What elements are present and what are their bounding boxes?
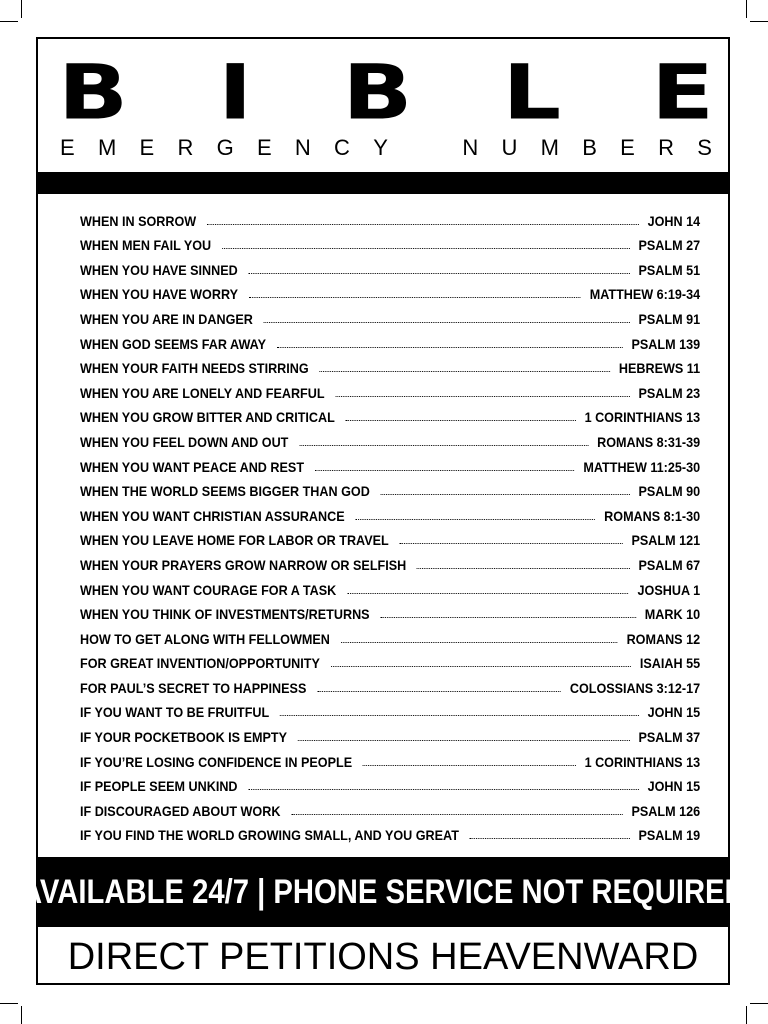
scripture-reference: ISAIAH 55 xyxy=(639,655,701,672)
scripture-reference: PSALM 23 xyxy=(638,384,701,401)
dot-leader xyxy=(380,616,635,618)
scripture-reference: 1 CORINTHIANS 13 xyxy=(584,409,701,426)
situation-label: FOR PAUL’S SECRET TO HAPPINESS xyxy=(80,679,307,696)
title-letter: I xyxy=(218,48,253,137)
situation-label: WHEN YOU HAVE WORRY xyxy=(80,286,238,303)
dot-leader xyxy=(331,665,631,667)
situation-label: WHEN YOU ARE LONELY AND FEARFUL xyxy=(80,384,325,401)
list-item xyxy=(80,327,700,352)
dot-leader xyxy=(381,493,630,495)
situation-label: WHEN YOU FEEL DOWN AND OUT xyxy=(80,433,289,450)
list-item xyxy=(80,794,700,819)
dot-leader xyxy=(315,469,575,471)
subtitle-letter: E xyxy=(60,135,75,160)
list-item xyxy=(80,671,700,696)
situation-label: HOW TO GET ALONG WITH FELLOWMEN xyxy=(80,630,330,647)
scripture-reference: PSALM 121 xyxy=(631,532,701,549)
scripture-reference: JOSHUA 1 xyxy=(637,581,701,598)
scripture-reference: PSALM 91 xyxy=(638,310,701,327)
list-item xyxy=(80,819,700,844)
list-item xyxy=(80,548,700,573)
situation-label: FOR GREAT INVENTION/OPPORTUNITY xyxy=(80,655,320,672)
scripture-reference: ROMANS 8:1-30 xyxy=(604,507,701,524)
list-item xyxy=(80,622,700,647)
subtitle-letter: B xyxy=(582,135,597,160)
list-item xyxy=(80,352,700,377)
title-letter: B xyxy=(58,48,129,137)
situation-label: WHEN GOD SEEMS FAR AWAY xyxy=(80,335,267,352)
scripture-reference: PSALM 27 xyxy=(638,237,701,254)
situation-label: WHEN YOU WANT CHRISTIAN ASSURANCE xyxy=(80,507,345,524)
situation-label: WHEN MEN FAIL YOU xyxy=(80,237,212,254)
scripture-reference: JOHN 15 xyxy=(647,778,701,795)
situation-label: WHEN YOU ARE IN DANGER xyxy=(80,310,253,327)
subtitle-letter: N xyxy=(294,135,311,160)
emergency-number-list xyxy=(80,204,700,843)
list-item xyxy=(80,278,700,303)
dot-leader xyxy=(298,739,630,741)
subtitle-letter: E xyxy=(256,135,272,160)
subtitle-letter: C xyxy=(334,135,350,160)
dot-leader xyxy=(417,567,629,569)
subtitle-letter: E xyxy=(139,135,155,160)
scripture-reference: JOHN 15 xyxy=(647,704,701,721)
crop-mark xyxy=(746,1006,747,1024)
dot-leader xyxy=(363,764,576,766)
list-item xyxy=(80,229,700,254)
dot-leader xyxy=(222,247,630,249)
title-letter: L xyxy=(502,48,562,137)
scripture-reference: JOHN 14 xyxy=(647,212,701,229)
crop-mark xyxy=(750,1003,768,1004)
subtitle-letter: R xyxy=(177,135,194,160)
scripture-reference: PSALM 67 xyxy=(638,556,701,573)
subtitle-letter: S xyxy=(697,135,712,160)
subtitle-letter: G xyxy=(216,135,234,160)
dot-leader xyxy=(249,296,581,298)
situation-label: WHEN YOU GROW BITTER AND CRITICAL xyxy=(80,409,335,426)
scripture-reference: MATTHEW 6:19-34 xyxy=(589,286,701,303)
dot-leader xyxy=(207,223,639,225)
situation-label: WHEN YOUR PRAYERS GROW NARROW OR SELFISH xyxy=(80,556,407,573)
dot-leader xyxy=(280,714,639,716)
dot-leader xyxy=(470,837,630,839)
list-item xyxy=(80,524,700,549)
scripture-reference: PSALM 139 xyxy=(631,335,701,352)
situation-label: IF PEOPLE SEEM UNKIND xyxy=(80,778,238,795)
list-item xyxy=(80,253,700,278)
dot-leader xyxy=(317,690,561,692)
list-item xyxy=(80,204,700,229)
list-item xyxy=(80,475,700,500)
page-subtitle xyxy=(60,135,712,161)
scripture-reference: PSALM 90 xyxy=(638,483,701,500)
crop-mark xyxy=(0,1003,18,1004)
list-item xyxy=(80,425,700,450)
situation-label: IF YOU’RE LOSING CONFIDENCE IN PEOPLE xyxy=(80,753,353,770)
dot-leader xyxy=(355,518,595,520)
scripture-reference: PSALM 37 xyxy=(638,729,701,746)
crop-mark xyxy=(750,21,768,22)
situation-label: IF YOUR POCKETBOOK IS EMPTY xyxy=(80,729,287,746)
subtitle-letter: Y xyxy=(373,135,388,160)
list-item xyxy=(80,302,700,327)
list-item xyxy=(80,573,700,598)
scripture-reference: PSALM 19 xyxy=(638,827,701,844)
situation-label: WHEN YOU WANT PEACE AND REST xyxy=(80,458,305,475)
scripture-reference: 1 CORINTHIANS 13 xyxy=(584,753,701,770)
footer-tagline: DIRECT PETITIONS HEAVENWARD xyxy=(67,935,699,978)
situation-label: WHEN YOUR FAITH NEEDS STIRRING xyxy=(80,360,309,377)
list-item xyxy=(80,401,700,426)
availability-banner xyxy=(20,857,746,927)
dot-leader xyxy=(291,813,622,815)
subtitle-letter: R xyxy=(658,135,674,160)
scripture-reference: ROMANS 12 xyxy=(626,630,701,647)
dot-leader xyxy=(347,592,629,594)
dot-leader xyxy=(346,419,576,421)
list-item xyxy=(80,647,700,672)
crop-mark xyxy=(21,0,22,18)
situation-label: WHEN YOU LEAVE HOME FOR LABOR OR TRAVEL xyxy=(80,532,389,549)
dot-leader xyxy=(335,395,629,397)
subtitle-letter: M xyxy=(540,135,559,160)
list-item xyxy=(80,598,700,623)
situation-label: IF YOU WANT TO BE FRUITFUL xyxy=(80,704,270,721)
scripture-reference: PSALM 126 xyxy=(631,802,701,819)
situation-label: WHEN YOU WANT COURAGE FOR A TASK xyxy=(80,581,337,598)
situation-label: IF DISCOURAGED ABOUT WORK xyxy=(80,802,281,819)
list-item xyxy=(80,450,700,475)
scripture-reference: MARK 10 xyxy=(644,606,701,623)
poster-frame xyxy=(20,37,746,985)
list-item xyxy=(80,720,700,745)
list-item xyxy=(80,770,700,795)
scripture-reference: HEBREWS 11 xyxy=(618,360,701,377)
header-divider-bar xyxy=(38,172,728,194)
subtitle-letter: N xyxy=(462,135,479,160)
dot-leader xyxy=(299,444,588,446)
list-item xyxy=(80,696,700,721)
dot-leader xyxy=(249,272,630,274)
crop-mark xyxy=(746,0,747,18)
page-title xyxy=(58,48,714,137)
dot-leader xyxy=(319,370,609,372)
scripture-reference: MATTHEW 11:25-30 xyxy=(583,458,701,475)
situation-label: WHEN THE WORLD SEEMS BIGGER THAN GOD xyxy=(80,483,370,500)
scripture-reference: COLOSSIANS 3:12-17 xyxy=(569,679,701,696)
list-item xyxy=(80,745,700,770)
scripture-reference: ROMANS 8:31-39 xyxy=(597,433,701,450)
dot-leader xyxy=(264,321,630,323)
dot-leader xyxy=(248,788,638,790)
title-letter: E xyxy=(651,48,714,137)
subtitle-letter: U xyxy=(501,135,518,160)
situation-label: WHEN YOU THINK OF INVESTMENTS/RETURNS xyxy=(80,606,370,623)
list-item xyxy=(80,499,700,524)
list-item xyxy=(80,376,700,401)
scripture-reference: PSALM 51 xyxy=(638,261,701,278)
situation-label: WHEN IN SORROW xyxy=(80,212,197,229)
crop-mark xyxy=(0,21,18,22)
title-letter: B xyxy=(342,48,413,137)
crop-mark xyxy=(21,1006,22,1024)
dot-leader xyxy=(400,542,623,544)
availability-text: AVAILABLE 24/7 | PHONE SERVICE NOT REQUIRED xyxy=(20,872,746,911)
dot-leader xyxy=(341,641,618,643)
subtitle-letter: E xyxy=(620,135,635,160)
situation-label: WHEN YOU HAVE SINNED xyxy=(80,261,238,278)
dot-leader xyxy=(277,346,623,348)
situation-label: IF YOU FIND THE WORLD GROWING SMALL, AND YOU GREAT xyxy=(80,827,459,844)
subtitle-letter: M xyxy=(97,135,117,160)
